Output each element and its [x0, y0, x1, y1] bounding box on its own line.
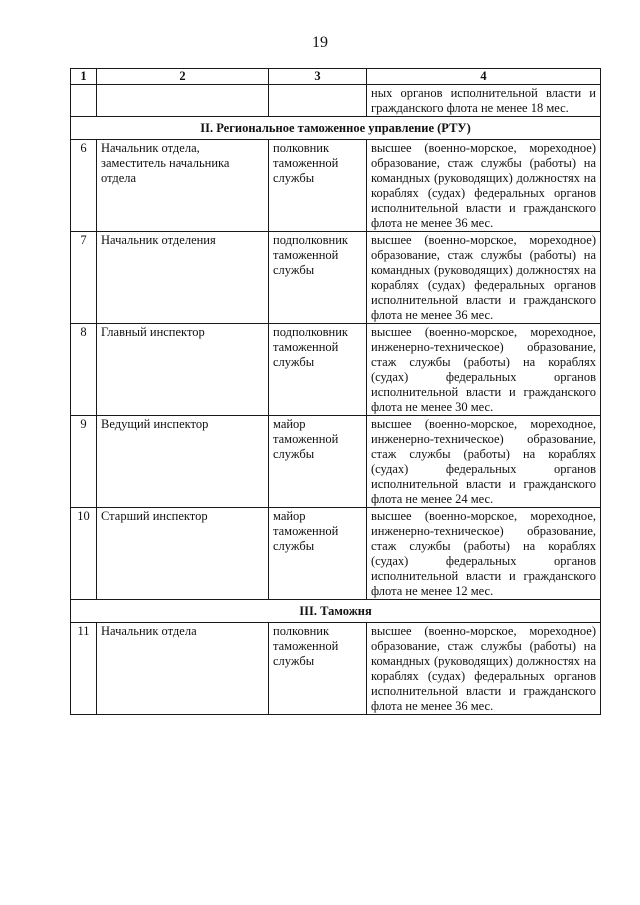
- rank-cell: майор таможенной службы: [269, 508, 367, 600]
- position-cell: Старший инспектор: [97, 508, 269, 600]
- column-header: 1: [71, 69, 97, 85]
- staff-requirements-table: [70, 68, 601, 715]
- position-cell: Главный инспектор: [97, 324, 269, 416]
- row-number: [71, 85, 97, 117]
- table-row: [71, 416, 601, 508]
- table-row: [71, 140, 601, 232]
- requirement-cell: высшее (военно-морское, мореходное) образование, стаж службы (работы) на командных (руководящих) должностях на кораблях (судах) федеральных органов исполнительной власти и гражданского флота не менее 36 мес.: [367, 232, 601, 324]
- rank-cell: подполковник таможенной службы: [269, 324, 367, 416]
- page-number: 19: [312, 34, 328, 51]
- rank-cell: полковник таможенной службы: [269, 623, 367, 715]
- column-header: 2: [97, 69, 269, 85]
- rank-cell: [269, 85, 367, 117]
- table-header-row: [71, 69, 601, 85]
- requirement-cell: высшее (военно-морское, мореходное) образование, стаж службы (работы) на командных (руководящих) должностях на кораблях (судах) федеральных органов исполнительной власти и гражданского флота не менее 36 мес.: [367, 623, 601, 715]
- table-row: [71, 232, 601, 324]
- position-cell: Начальник отделения: [97, 232, 269, 324]
- section-heading-row: [71, 117, 601, 140]
- table-row: [71, 623, 601, 715]
- rank-cell: подполковник таможенной службы: [269, 232, 367, 324]
- table-row: [71, 324, 601, 416]
- row-number: 10: [71, 508, 97, 600]
- row-number: 6: [71, 140, 97, 232]
- requirement-cell: высшее (военно-морское, мореходное) образование, стаж службы (работы) на командных (руководящих) должностях на кораблях (судах) федеральных органов исполнительной власти и гражданского флота не менее 36 мес.: [367, 140, 601, 232]
- position-cell: Начальник отдела: [97, 623, 269, 715]
- section-title: II. Региональное таможенное управление (РТУ): [71, 117, 601, 140]
- section-heading-row: [71, 600, 601, 623]
- rank-cell: полковник таможенной службы: [269, 140, 367, 232]
- continuation-row: [71, 85, 601, 117]
- column-header: 4: [367, 69, 601, 85]
- requirement-cell: высшее (военно-морское, мореходное, инженерно-техническое) образование, стаж службы (работы) на кораблях (судах) федеральных органов исполнительной власти и гражданского флота не менее 12 мес.: [367, 508, 601, 600]
- requirement-cell: высшее (военно-морское, мореходное, инженерно-техническое) образование, стаж службы (работы) на кораблях (судах) федеральных органов исполнительной власти и гражданского флота не менее 24 мес.: [367, 416, 601, 508]
- table-row: [71, 508, 601, 600]
- row-number: 11: [71, 623, 97, 715]
- row-number: 8: [71, 324, 97, 416]
- position-cell: Ведущий инспектор: [97, 416, 269, 508]
- section-title: III. Таможня: [71, 600, 601, 623]
- row-number: 7: [71, 232, 97, 324]
- position-cell: [97, 85, 269, 117]
- column-header: 3: [269, 69, 367, 85]
- position-cell: Начальник отдела, заместитель начальника отдела: [97, 140, 269, 232]
- requirement-cell: высшее (военно-морское, мореходное, инженерно-техническое) образование, стаж службы (работы) на кораблях (судах) федеральных органов исполнительной власти и гражданского флота не менее 30 мес.: [367, 324, 601, 416]
- rank-cell: майор таможенной службы: [269, 416, 367, 508]
- row-number: 9: [71, 416, 97, 508]
- requirement-cell: ных органов исполнительной власти и гражданского флота не менее 18 мес.: [367, 85, 601, 117]
